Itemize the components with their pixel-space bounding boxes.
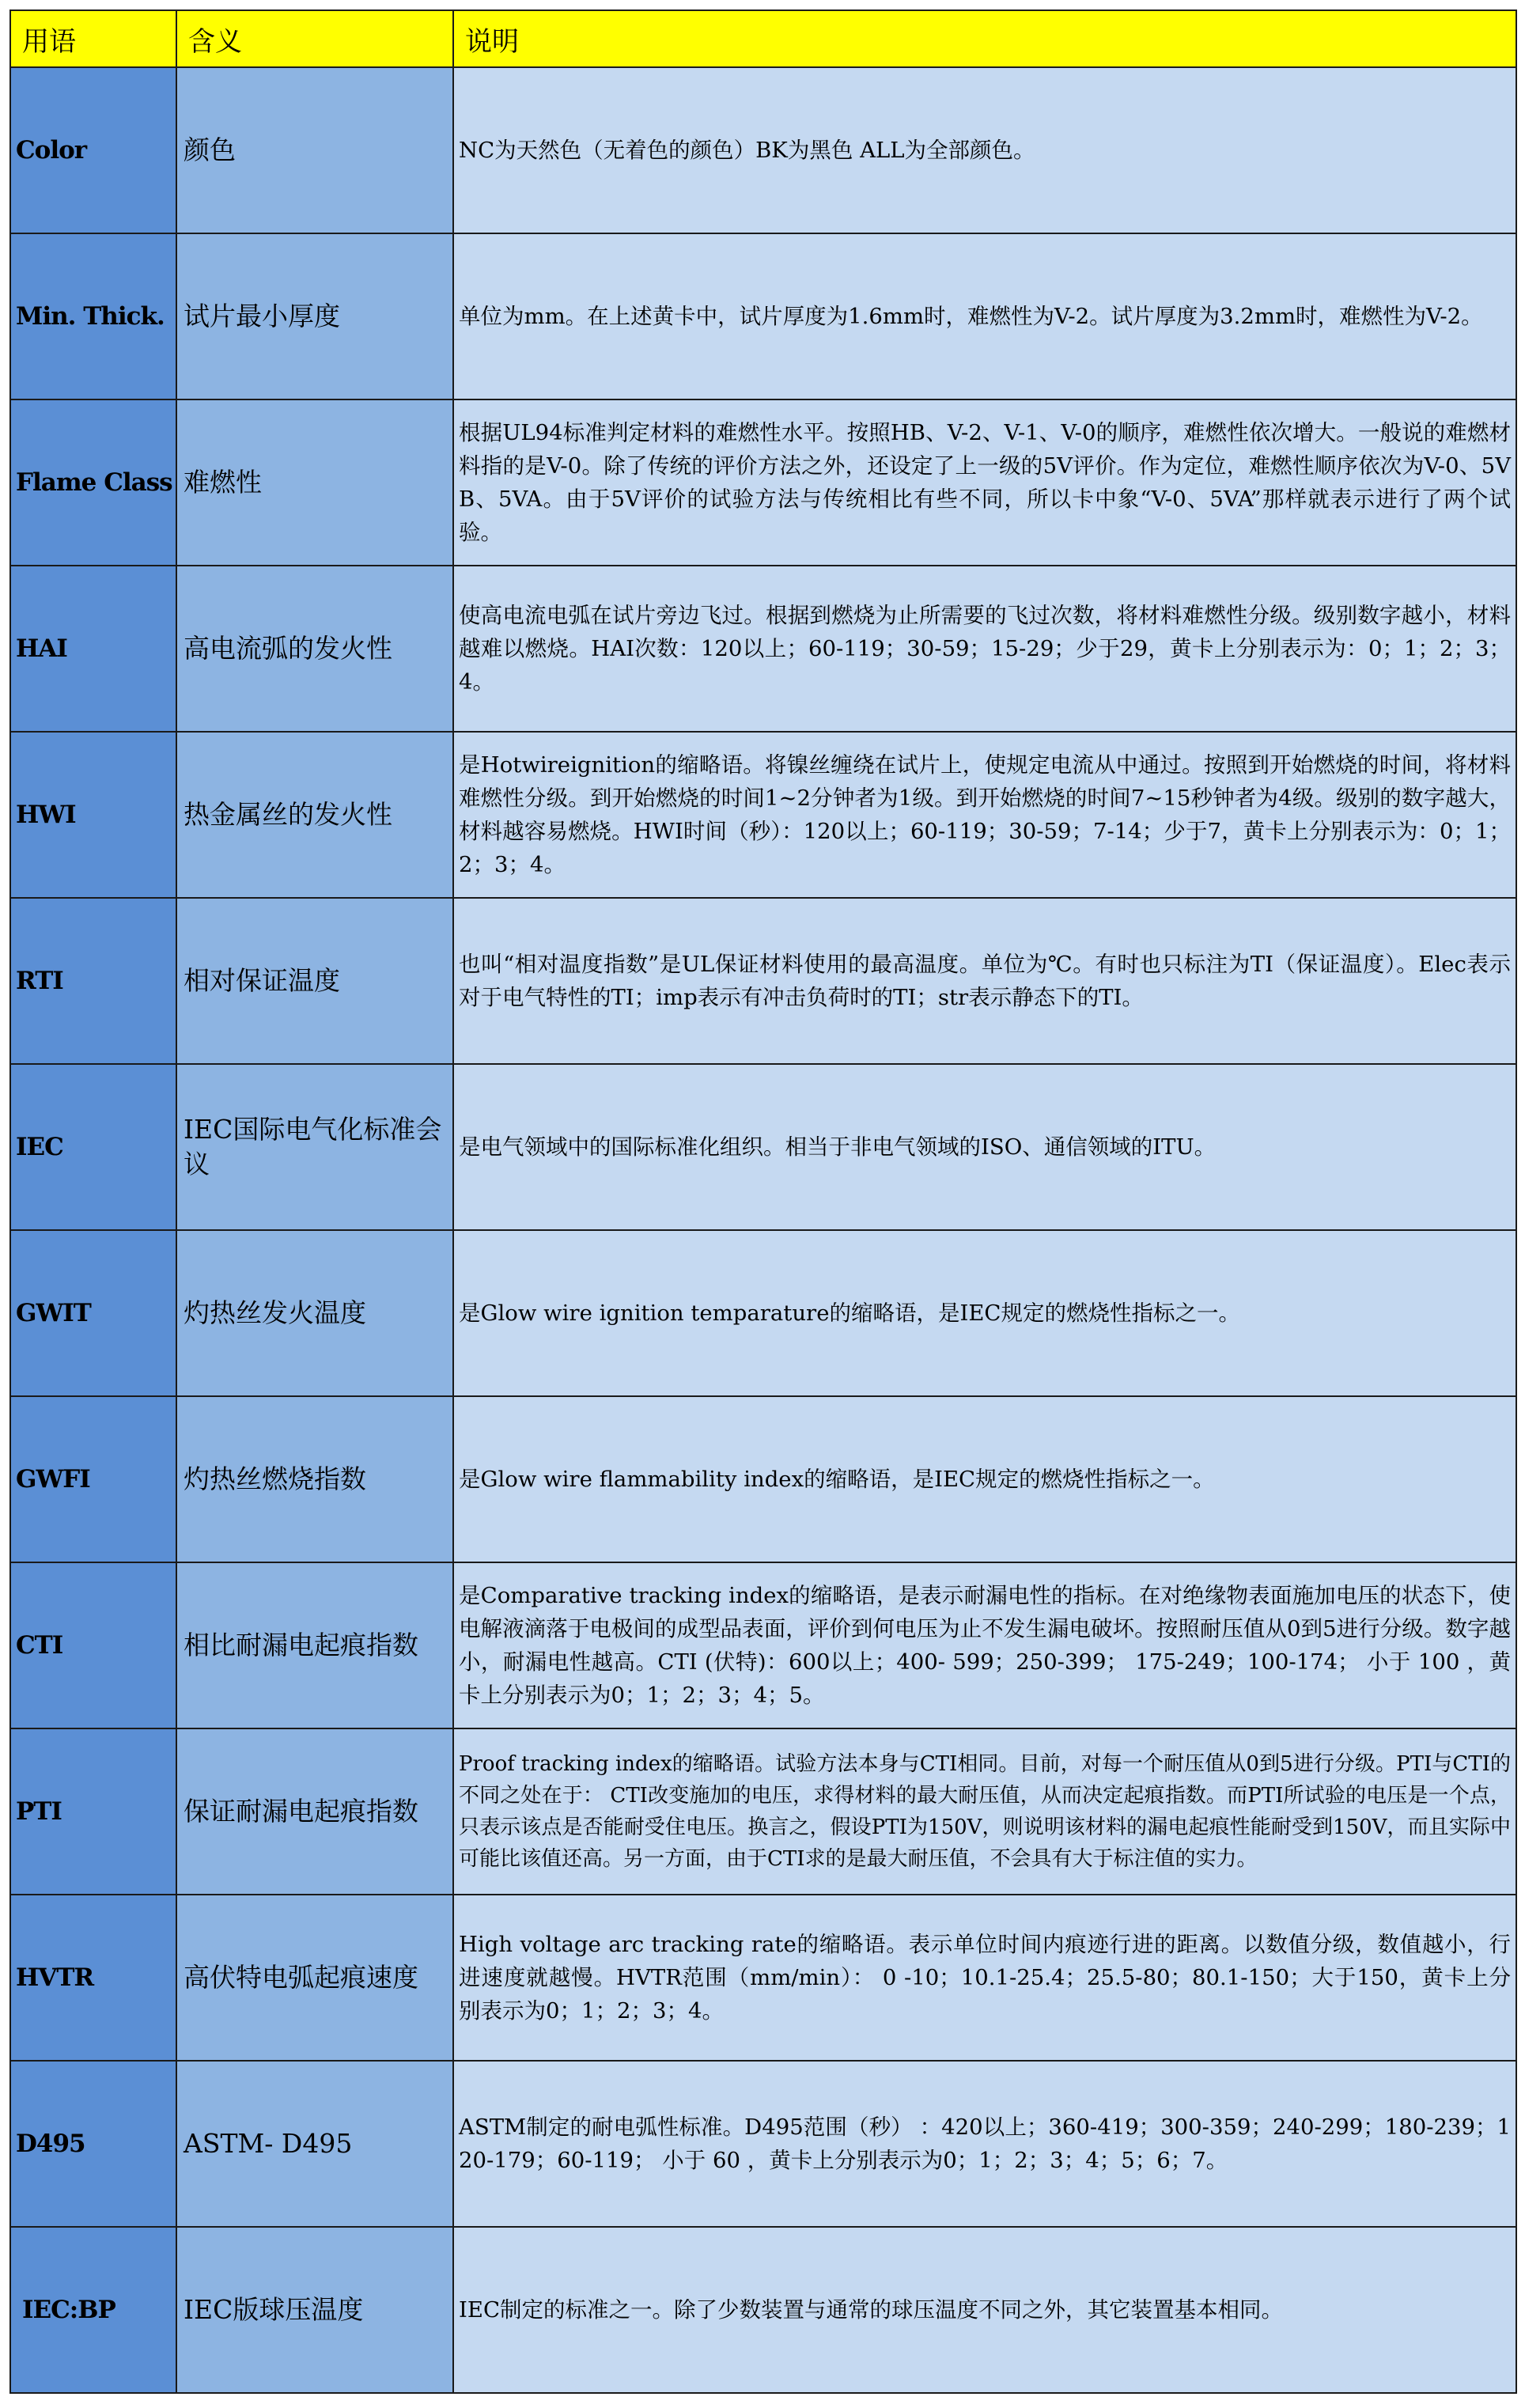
table-row: [10, 67, 1516, 233]
table-row: [10, 2061, 1516, 2227]
description-cell: 使高电流电弧在试片旁边飞过。根据到燃烧为止所需要的飞过次数，将材料难燃性分级。级别数字越小，材料越难以燃烧。HAI次数：120以上；60-119；30-59；15-29；少于29，黄卡上分别表示为：0；1；2；3；4。: [453, 566, 1516, 732]
meaning-cell: 灼热丝燃烧指数: [176, 1396, 453, 1562]
table-row: [10, 566, 1516, 732]
table-row: [10, 898, 1516, 1064]
header-description: 说明: [453, 10, 1516, 67]
meaning-cell: 高伏特电弧起痕速度: [176, 1895, 453, 2061]
description-cell: 也叫“相对温度指数”是UL保证材料使用的最高温度。单位为℃。有时也只标注为TI（保证温度）。Elec表示对于电气特性的TI；imp表示有冲击负荷时的TI；str表示静态下的TI。: [453, 898, 1516, 1064]
term-cell: IEC:BP: [10, 2227, 176, 2393]
description-cell: ASTM制定的耐电弧性标准。D495范围（秒） ：420以上；360-419；300-359；240-299；180-239；120-179；60-119； 小于 60 ，黄卡上分别表示为0；1；2；3；4；5；6；7。: [453, 2061, 1516, 2227]
table-row: [10, 1895, 1516, 2061]
meaning-cell: ASTM- D495: [176, 2061, 453, 2227]
description-cell: Proof tracking index的缩略语。试验方法本身与CTI相同。目前，对每一个耐压值从0到5进行分级。PTI与CTI的不同之处在于： CTI改变施加的电压，求得材料的最大耐压值，从而决定起痕指数。而PTI所试验的电压是一个点，只表示该点是否能耐受住电压。换言之，假设PTI为150V，则说明该材料的漏电起痕性能耐受到150V，而且实际中可能比该值还高。另一方面，由于CTI求的是最大耐压值，不会具有大于标注值的实力。: [453, 1728, 1516, 1895]
meaning-cell: 热金属丝的发火性: [176, 732, 453, 898]
table-row: [10, 1396, 1516, 1562]
term-cell: HAI: [10, 566, 176, 732]
meaning-cell: 灼热丝发火温度: [176, 1230, 453, 1396]
glossary-table: [9, 9, 1517, 2394]
header-term: 用语: [10, 10, 176, 67]
term-cell: PTI: [10, 1728, 176, 1895]
term-cell: Color: [10, 67, 176, 233]
description-cell: High voltage arc tracking rate的缩略语。表示单位时间内痕迹行进的距离。以数值分级，数值越小，行进速度就越慢。HVTR范围（mm/min）： 0 -10；10.1-25.4；25.5-80；80.1-150；大于150，黄卡上分别表示为0；1；2；3；4。: [453, 1895, 1516, 2061]
term-cell: HWI: [10, 732, 176, 898]
description-cell: 是Glow wire ignition temparature的缩略语，是IEC规定的燃烧性指标之一。: [453, 1230, 1516, 1396]
table-row: [10, 1562, 1516, 1728]
table-row: [10, 1064, 1516, 1230]
description-cell: 是Hotwireignition的缩略语。将镍丝缠绕在试片上，使规定电流从中通过。按照到开始燃烧的时间，将材料难燃性分级。到开始燃烧的时间1~2分钟者为1级。到开始燃烧的时间7~15秒钟者为4级。级别的数字越大，材料越容易燃烧。HWI时间（秒）：120以上；60-119；30-59；7-14；少于7，黄卡上分别表示为：0；1；2；3；4。: [453, 732, 1516, 898]
table-row: [10, 1728, 1516, 1895]
term-cell: GWIT: [10, 1230, 176, 1396]
term-cell: HVTR: [10, 1895, 176, 2061]
description-cell: NC为天然色（无着色的颜色）BK为黑色 ALL为全部颜色。: [453, 67, 1516, 233]
meaning-cell: 颜色: [176, 67, 453, 233]
term-cell: CTI: [10, 1562, 176, 1728]
header-meaning: 含义: [176, 10, 453, 67]
table-row: [10, 2227, 1516, 2393]
term-cell: RTI: [10, 898, 176, 1064]
table-row: [10, 399, 1516, 566]
meaning-cell: 保证耐漏电起痕指数: [176, 1728, 453, 1895]
description-cell: 是Glow wire flammability index的缩略语，是IEC规定的燃烧性指标之一。: [453, 1396, 1516, 1562]
term-cell: D495: [10, 2061, 176, 2227]
term-cell: IEC: [10, 1064, 176, 1230]
meaning-cell: IEC版球压温度: [176, 2227, 453, 2393]
table-row: [10, 732, 1516, 898]
term-cell: Min. Thick.: [10, 233, 176, 399]
description-cell: 单位为mm。在上述黄卡中，试片厚度为1.6mm时，难燃性为V-2。试片厚度为3.2mm时，难燃性为V-2。: [453, 233, 1516, 399]
meaning-cell: 高电流弧的发火性: [176, 566, 453, 732]
table-row: [10, 1230, 1516, 1396]
description-cell: 根据UL94标准判定材料的难燃性水平。按照HB、V-2、V-1、V-0的顺序，难燃性依次增大。一般说的难燃材料指的是V-0。除了传统的评价方法之外，还设定了上一级的5V评价。作为定位，难燃性顺序依次为V-0、5VB、5VA。由于5V评价的试验方法与传统相比有些不同，所以卡中象“V-0、5VA”那样就表示进行了两个试验。: [453, 399, 1516, 566]
header-row: [10, 10, 1516, 67]
description-cell: 是电气领域中的国际标准化组织。相当于非电气领域的ISO、通信领域的ITU。: [453, 1064, 1516, 1230]
term-cell: Flame Class: [10, 399, 176, 566]
meaning-cell: IEC国际电气化标准会议: [176, 1064, 453, 1230]
meaning-cell: 试片最小厚度: [176, 233, 453, 399]
meaning-cell: 相对保证温度: [176, 898, 453, 1064]
meaning-cell: 难燃性: [176, 399, 453, 566]
meaning-cell: 相比耐漏电起痕指数: [176, 1562, 453, 1728]
term-cell: GWFI: [10, 1396, 176, 1562]
description-cell: IEC制定的标准之一。除了少数装置与通常的球压温度不同之外，其它装置基本相同。: [453, 2227, 1516, 2393]
description-cell: 是Comparative tracking index的缩略语，是表示耐漏电性的指标。在对绝缘物表面施加电压的状态下，使电解液滴落于电极间的成型品表面，评价到何电压为止不发生漏电破坏。按照耐压值从0到5进行分级。数字越小，耐漏电性越高。CTI (伏特)：600以上；400- 599；250-399； 175-249；100-174； 小于 100 ，黄卡上分别表示为0；1；2；3；4；5。: [453, 1562, 1516, 1728]
table-row: [10, 233, 1516, 399]
